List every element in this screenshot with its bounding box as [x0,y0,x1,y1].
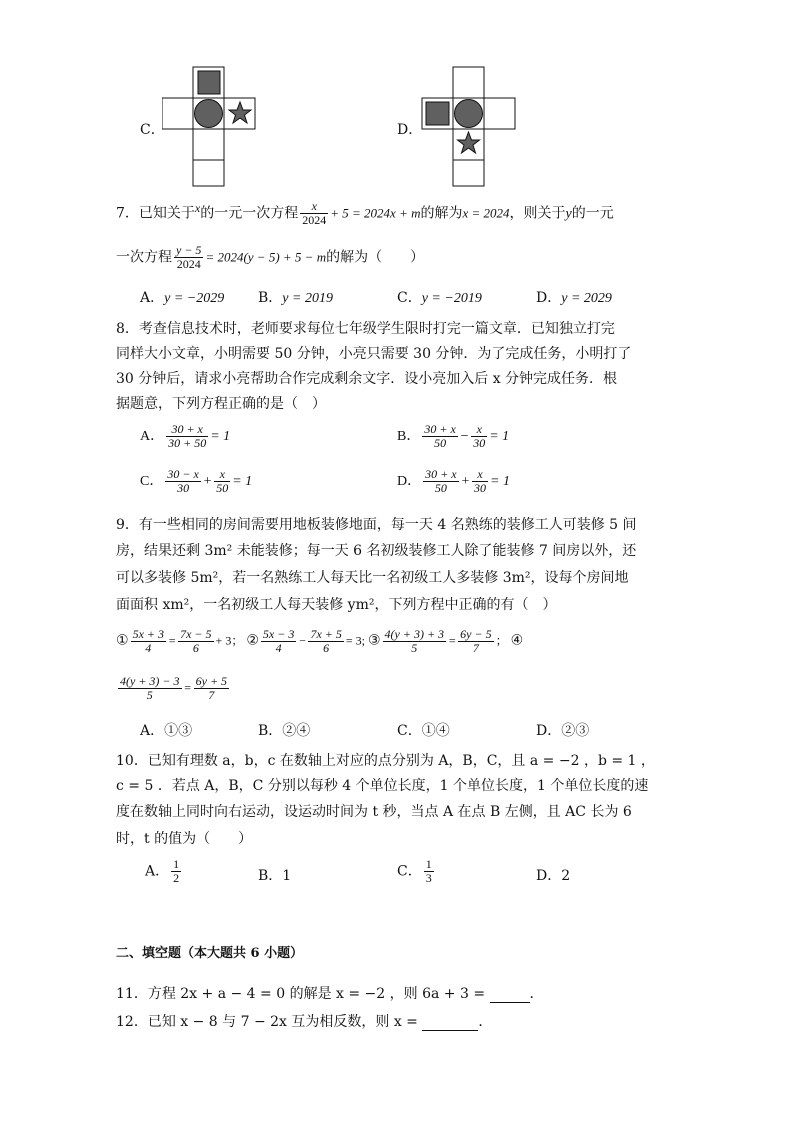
square-shape [198,71,220,94]
q8-line-3: 30 分钟后，请求小亮帮助合作完成剩余文字．设小亮加入后 x 分钟完成任务．根 [116,371,618,387]
q9-option-c[interactable]: C．①④ [397,723,450,739]
q12-line: 12．已知 x − 8 与 7 − 2x 互为相反数，则 x = ． [116,1014,493,1030]
q7-option-a[interactable]: A．y = −2029 [140,290,225,306]
star-shape [458,132,480,153]
q10-line-3: 度在数轴上同时向右运动，设运动时间为 t 秒，当点 A 在点 B 左侧，且 AC 长为 6 [116,804,632,820]
option-d-label: D． [397,122,423,138]
q8-line-4: 据题意，下列方程正确的是（ ） [116,396,326,412]
circle-shape [455,100,483,128]
q8-line-2: 同样大小文章，小明需要 50 分钟，小亮只需要 30 分钟．为了完成任务，小明打了 [116,346,632,362]
q8-option-b[interactable]: B． $\frac{30 + x}{50}$ − $\frac{x}{30}$ = 1 [397,422,510,451]
q10-option-b[interactable]: B．1 [258,868,292,884]
q9-line-2: 房，结果还剩 3m² 未能装修；每一天 6 名初级装修工人除了能装修 7 间房以外，还 [116,543,637,559]
q8-line-1: 8．考查信息技术时，老师要求每位七年级学生限时打完一篇文章．已知独立打完 [116,321,615,337]
q9-line-3: 可以多装修 5m²，若一名熟练工人每天比一名初级工人多装修 3m²，设每个房间地 [116,570,629,586]
q8-option-c[interactable]: C． $\frac{30 - x}{30}$ + $\frac{x}{50}$ = 1 [140,467,253,496]
q7-option-b[interactable]: B．y = 2019 [258,290,333,306]
cube-net-d [421,64,521,188]
q9-equations-row: ① $\frac{5x + 3}{4}$ = $\frac{7x - 5}{6}$ + 3； ② $\frac{5x - 3}{4}$ − $\frac{7x + 5}{6}$ = 3; ③ $\frac{4(y + 3) + 3}{5}$ = $\frac{6y - 5}{7}$ ； ④ [116,627,524,656]
q7-line-2: 一次方程 $\frac{y - 5}{2024}$ = 2024(y − 5) + 5 − m的解为（ ） [116,243,425,272]
q9-equation-4: $\frac{4(y + 3) - 3}{5}$ = $\frac{6y + 5}{7}$ [120,674,228,703]
q8-option-a[interactable]: A． $\frac{30 + x}{30 + 50}$ = 1 [140,422,231,451]
q9-option-a[interactable]: A．①③ [140,723,193,739]
option-c-label: C． [140,122,165,138]
square-shape [426,102,449,125]
q10-option-d[interactable]: D．2 [536,868,571,884]
q7-option-c[interactable]: C．y = −2019 [397,290,482,306]
q11-line: 11．方程 2x + a − 4 = 0 的解是 x = −2 ，则 6a + 3 = ． [116,986,544,1002]
q7-eq1-fraction: $\frac{x}{2024}$ [302,199,327,228]
q7-eq2-fraction: $\frac{y - 5}{2024}$ [176,243,202,272]
q7-option-d[interactable]: D．y = 2029 [536,290,612,306]
q10-line-1: 10．已知有理数 a，b，c 在数轴上对应的点分别为 A，B，C，且 a = −2 ，b = 1 ， [116,753,655,769]
q12-answer-blank[interactable] [422,1014,478,1031]
q9-line-4: 面面积 xm²，一名初级工人每天装修 ym²，下列方程中正确的有（ ） [116,597,557,613]
q9-option-b[interactable]: B．②④ [258,723,311,739]
q10-line-4: 时，t 的值为（ ） [116,831,253,847]
q10-option-c[interactable]: C． $\frac{1}{3}$ [397,857,432,886]
q10-line-2: c = 5 ．若点 A，B，C 分别以每秒 4 个单位长度，1 个单位长度，1 个单位长度的速 [116,778,649,794]
circle-shape [195,100,223,128]
q7-line-1: 7．已知关于x的一元一次方程 $\frac{x}{2024}$ + 5 = 2024x + m的解为x = 2024，则关于y的一元 [116,199,614,228]
q9-line-1: 9．有一些相同的房间需要用地板装修地面，每一天 4 名熟练的装修工人可装修 5 间 [116,517,637,533]
cube-net-c [162,64,262,188]
section-2-title: 二、填空题（本大题共 6 小题） [116,946,304,961]
q10-option-a[interactable]: A． $\frac{1}{2}$ [145,857,180,886]
q9-option-d[interactable]: D．②③ [536,723,590,739]
star-shape [229,102,251,123]
q11-answer-blank[interactable] [490,986,530,1003]
q8-option-d[interactable]: D． $\frac{30 + x}{50}$ + $\frac{x}{30}$ = 1 [397,467,510,496]
